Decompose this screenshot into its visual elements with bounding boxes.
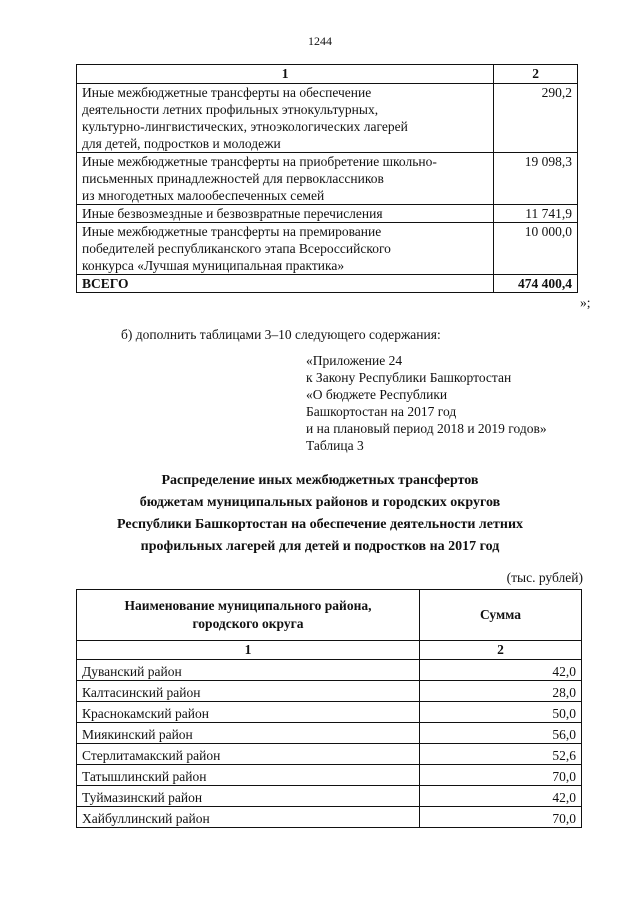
row-value: 11 741,9 [494, 205, 578, 223]
row-name-line: конкурса «Лучшая муниципальная практика» [82, 258, 345, 273]
table-header-row [77, 65, 578, 84]
appendix-line: и на плановый период 2018 и 2019 годов» [306, 421, 547, 436]
row-name-line: письменных принадлежностей для первоклассников [82, 171, 384, 186]
districts-table [76, 589, 582, 828]
district-amount: 50,0 [420, 702, 582, 723]
title-line: профильных лагерей для детей и подростков на 2017 год [140, 539, 500, 554]
units-label: (тыс. рублей) [506, 570, 583, 585]
row-name [77, 84, 494, 153]
page-number: 1244 [308, 34, 332, 48]
row-name-line: культурно-лингвистических, этноэкологических лагерей [82, 119, 408, 134]
district-name: Дуванский район [77, 660, 420, 681]
table-row [77, 723, 582, 744]
row-name [77, 205, 494, 223]
row-name [77, 153, 494, 205]
table-label: Таблица 3 [306, 438, 364, 453]
appendix-line: «Приложение 24 [306, 353, 403, 368]
table-row [77, 84, 578, 153]
district-name: Стерлитамакский район [77, 744, 420, 765]
amendment-paragraph: б) дополнить таблицами 3–10 следующего содержания: [121, 327, 441, 342]
district-name: Миякинский район [77, 723, 420, 744]
district-amount: 52,6 [420, 744, 582, 765]
row-value: 10 000,0 [494, 223, 578, 275]
row-name-line: Иные межбюджетные трансферты на приобретение школьно- [82, 154, 437, 169]
table-row [77, 786, 582, 807]
row-name-line: Иные межбюджетные трансферты на премирование [82, 224, 382, 239]
closing-quote: »; [580, 295, 591, 310]
table-row [77, 765, 582, 786]
table-row [77, 681, 582, 702]
row-value: 19 098,3 [494, 153, 578, 205]
header-line: городского округа [192, 616, 304, 631]
transfers-table [76, 64, 578, 293]
district-name: Калтасинский район [77, 681, 420, 702]
total-row [77, 275, 578, 293]
row-value: 290,2 [494, 84, 578, 153]
table-title [0, 470, 640, 558]
row-name [77, 223, 494, 275]
district-amount: 56,0 [420, 723, 582, 744]
row-name-line: Иные безвозмездные и безвозвратные перечисления [82, 206, 383, 221]
column-number-1: 1 [77, 641, 420, 660]
district-amount: 42,0 [420, 660, 582, 681]
district-name: Краснокамский район [77, 702, 420, 723]
appendix-line: к Закону Республики Башкортостан [306, 370, 512, 385]
numbering-row [77, 641, 582, 660]
title-line: бюджетам муниципальных районов и городских округов [139, 495, 501, 510]
row-name-line: Иные межбюджетные трансферты на обеспечение [82, 85, 372, 100]
column-number-2: 2 [420, 641, 582, 660]
district-name: Хайбуллинский район [77, 807, 420, 828]
appendix-line: Башкортостан на 2017 год [306, 404, 457, 419]
table-row [77, 702, 582, 723]
header-district [77, 590, 420, 641]
district-amount: 28,0 [420, 681, 582, 702]
row-name-line: победителей республиканского этапа Всероссийского [82, 241, 391, 256]
district-name: Туймазинский район [77, 786, 420, 807]
appendix-line: «О бюджете Республики [306, 387, 448, 402]
column-number-2: 2 [494, 65, 578, 84]
column-number-1: 1 [77, 65, 494, 84]
table-row [77, 205, 578, 223]
header-amount: Сумма [420, 590, 582, 641]
total-label: ВСЕГО [77, 275, 494, 293]
title-line: Республики Башкортостан на обеспечение деятельности летних [116, 517, 524, 532]
title-line: Распределение иных межбюджетных трансфертов [161, 473, 479, 488]
total-value: 474 400,4 [494, 275, 578, 293]
table-row [77, 223, 578, 275]
appendix-caption [306, 352, 547, 454]
row-name-line: деятельности летних профильных этнокультурных, [82, 102, 379, 117]
table-row [77, 744, 582, 765]
table-row [77, 153, 578, 205]
row-name-line: из многодетных малообеспеченных семей [82, 188, 325, 203]
row-name-line: для детей, подростков и молодежи [82, 136, 281, 151]
district-amount: 42,0 [420, 786, 582, 807]
table-row [77, 807, 582, 828]
district-amount: 70,0 [420, 807, 582, 828]
header-line: Наименование муниципального района, [124, 598, 372, 613]
district-amount: 70,0 [420, 765, 582, 786]
district-name: Татышлинский район [77, 765, 420, 786]
table-row [77, 660, 582, 681]
table-header-row [77, 590, 582, 641]
